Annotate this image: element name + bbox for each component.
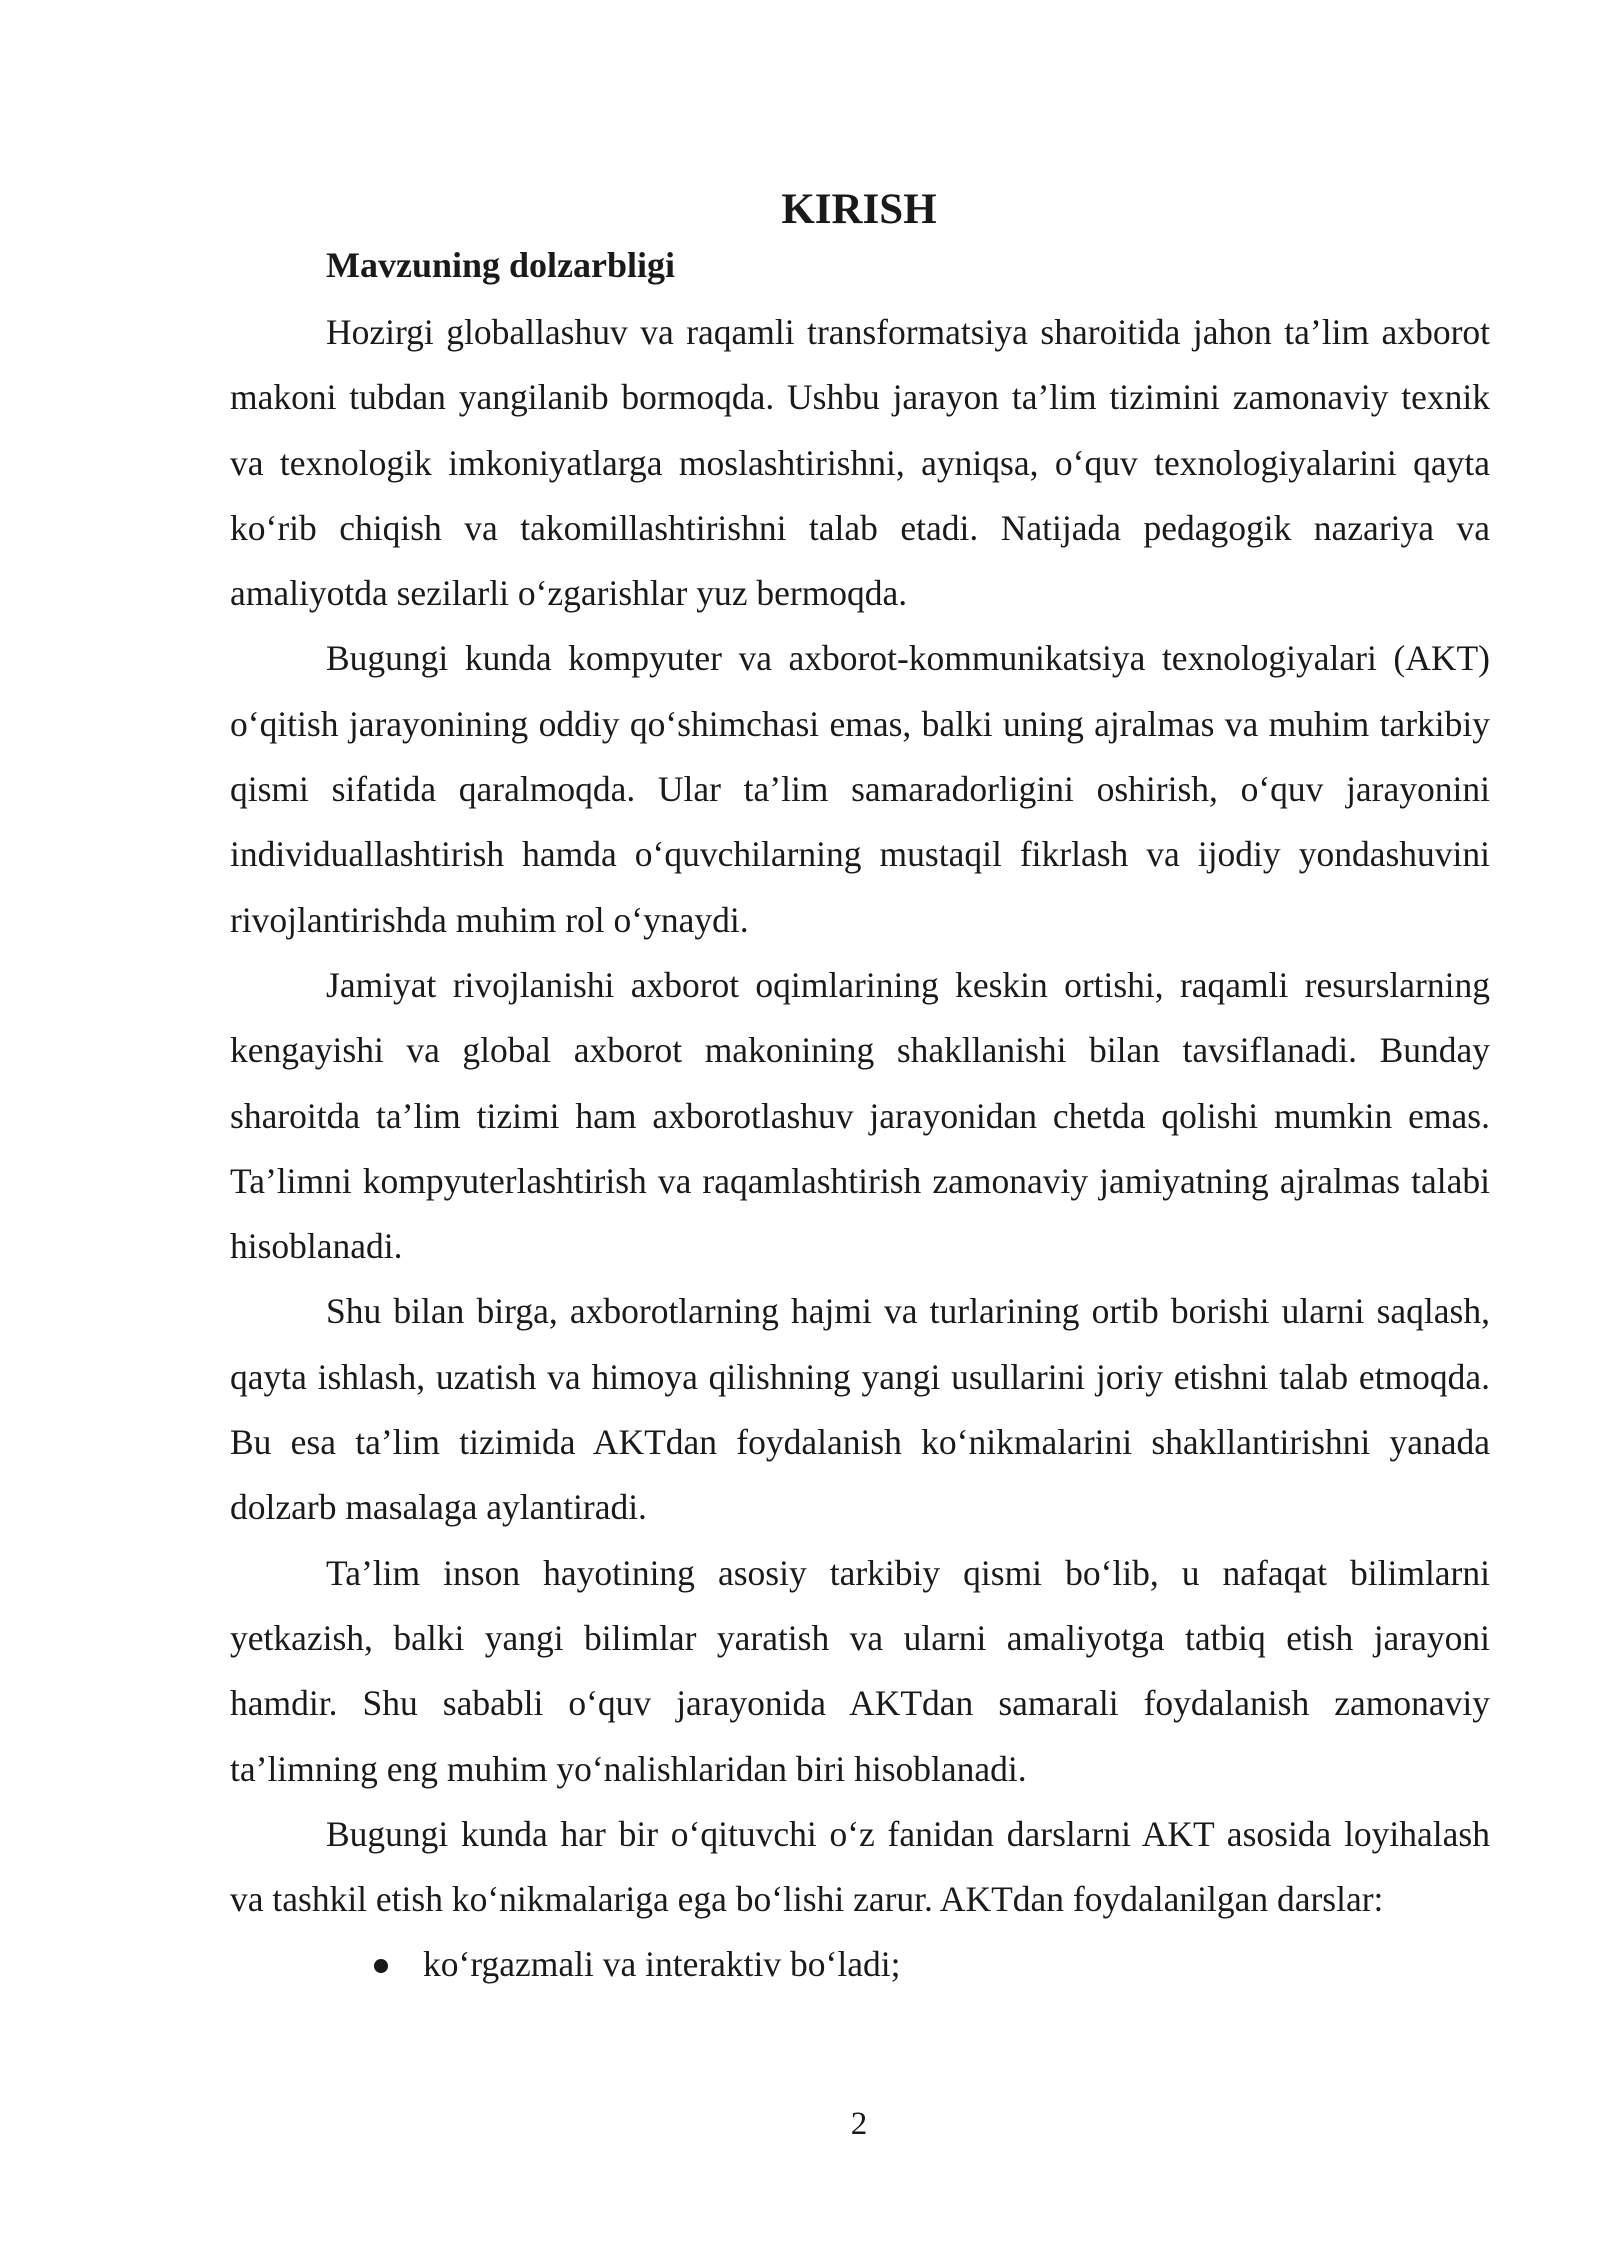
section-heading: Mavzuning dolzarbligi (326, 245, 676, 285)
list-item-text: ko‘rgazmali va interaktiv bo‘ladi; (423, 1944, 901, 1985)
paragraph-6: Bugungi kunda har bir o‘qituvchi o‘z fanidan darslarni AKT asosida loyihalash va tashkil etish ko‘nikmalariga ega bo‘lishi zarur. AKTdan foydalanilgan darslar: (230, 1813, 1490, 1920)
paragraph-4: Shu bilan birga, axborotlarning hajmi va turlarining ortib borishi ularni saqlash, qayta ishlash, uzatish va himoya qilishning yangi usullarini joriy etishni talab etmoqda. Bu esa ta’lim tizimida AKTdan foydalanish ko‘nikmalarini shakllantirishni yanada dolzarb masalaga aylantiradi. (230, 1291, 1490, 1528)
paragraph-3: Jamiyat rivojlanishi axborot oqimlarining keskin ortishi, raqamli resurslarning kengayishi va global axborot makonining shakllanishi bilan tavsiflanadi. Bunday sharoitda ta’lim tizimi ham axborotlashuv jarayonidan chetda qolishi mumkin emas. Ta’limni kompyuterlashtirish va raqamlashtirish zamonaviy jamiyatning ajralmas talabi hisoblanadi. (230, 964, 1490, 1267)
body-text (230, 300, 1490, 1998)
page-title: KIRISH (781, 186, 937, 233)
bullet-icon (374, 1959, 388, 1973)
bullet-list (230, 1932, 1490, 1997)
list-item (230, 1932, 1490, 1997)
paragraph-1: Hozirgi globallashuv va raqamli transformatsiya sharoitida jahon ta’lim axborot makoni tubdan yangilanib bormoqda. Ushbu jarayon ta’lim tizimini zamonaviy texnik va texnologik imkoniyatlarga moslashtirishni, ayniqsa, o‘quv texnologiyalarini qayta ko‘rib chiqish va takomillashtirishni talab etadi. Natijada pedagogik nazariya va amaliyotda sezilarli o‘zgarishlar yuz bermoqda. (230, 312, 1490, 614)
paragraph-2: Bugungi kunda kompyuter va axborot-kommunikatsiya texnologiyalari (AKT) o‘qitish jarayonining oddiy qo‘shimchasi emas, balki uning ajralmas va muhim tarkibiy qismi sifatida qaralmoqda. Ular ta’lim samaradorligini oshirish, o‘quv jarayonini individuallashtirish hamda o‘quvchilarning mustaqil fikrlash va ijodiy yondashuvini rivojlantirishda muhim rol o‘ynaydi. (230, 638, 1490, 940)
paragraph-5: Ta’lim inson hayotining asosiy tarkibiy qismi bo‘lib, u nafaqat bilimlarni yetkazish, balki yangi bilimlar yaratish va ularni amaliyotga tatbiq etish jarayoni hamdir. Shu sababli o‘quv jarayonida AKTdan samarali foydalanish zamonaviy ta’limning eng muhim yo‘nalishlaridan biri hisoblanadi. (230, 1552, 1490, 1789)
page-number: 2 (850, 2106, 868, 2142)
